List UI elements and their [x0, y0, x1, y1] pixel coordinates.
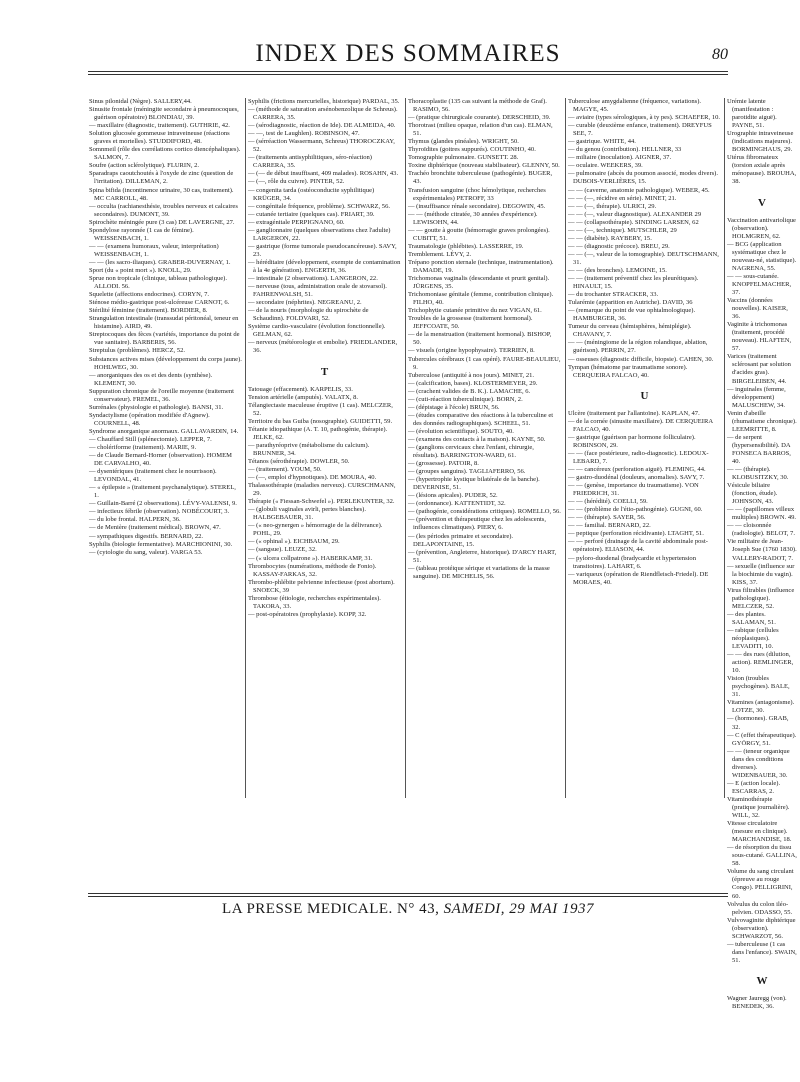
- index-entry: — — cloisonnée (radiologie). BELOT, 7.: [727, 522, 795, 538]
- index-entry: Surrénales (physiologie et pathologie). BANSI, 31.: [89, 403, 224, 411]
- index-entry: Vitamines (antagonisme). LOTZE, 30.: [727, 699, 795, 715]
- index-entry: — inguinales (femme, développement) MALUSCHEW, 34.: [727, 385, 786, 409]
- index-entry: — — (les sacro-iliaques). GRABER-DUVERNAY, 1.: [89, 258, 231, 266]
- index-entry: — (— de début insuffisant, 409 malades). ROSAHN, 43.: [248, 170, 399, 178]
- index-entry: — (hormones). GRAB, 32.: [727, 715, 789, 731]
- index-entry: Sparadraps caoutchoutés à l'oxyde de zinc (question de l'irritation). DILLEMAN, 2.: [89, 170, 234, 186]
- index-entry: — — cancéreux (perforation aiguë). FLEMING, 44.: [568, 466, 706, 474]
- index-entry: Spondylose rayonnée (1 cas de fémine). WEISSENBACH, 1.: [89, 226, 194, 242]
- index-entry: — occulta (rachianesthésie, troubles nerveux et calcaires secondaires). DUMONT, 39.: [89, 202, 238, 218]
- index-entry: Somnmeil (rôle des corrélations cortico diencéphaliques). SALMON, 7.: [89, 146, 241, 162]
- index-entry: Trichophytie cutanée primitive du nez VIGAN, 61.: [408, 307, 542, 315]
- index-entry: Vaginite à trichomonas (traitement, procédé nouveau). HLAFTEN, 57.: [727, 321, 792, 353]
- index-entry: Thrombose (étiologie, recherches expérimentales). TAKORA, 33.: [248, 594, 381, 610]
- section-letter: T: [320, 365, 329, 378]
- index-entry: — (méthode de saturation arsénobenzolique de Schreus). CARRERA, 35.: [248, 106, 398, 122]
- index-entry: Thrombocytes (numérations, méthode de Fonio). KASSAY-FARKAS, 32.: [248, 562, 377, 578]
- index-entry: — oculaire. WEEKERS, 39.: [568, 162, 643, 170]
- index-entry: Strangulation intestinale (transsudat péritonéal, teneur en histamine). AIRD, 49.: [89, 315, 239, 331]
- index-entry: Vaccins (données nouvelles). KAISER, 36.: [727, 297, 788, 321]
- index-entry: Tuberculose amygdalienne (fréquence, variations). MAGYE, 45.: [568, 98, 702, 114]
- index-entry: — (prévention et thérapeutique chez les adolescents, influences climatiques). PIERY, 6.: [408, 516, 546, 532]
- index-column-5: [727, 98, 797, 1011]
- index-entry: Tularémie (apparition en Autriche). DAVID, 36: [568, 299, 693, 307]
- index-entry: — (« neo-gynergen » hémorragie de la délivrance). POHL, 29.: [248, 522, 383, 538]
- index-entry: Trichomonas vaginalis (descendante et prurit genital). JÜRGENS, 35.: [408, 275, 550, 291]
- index-entry: — héréditaire (développement, exempte de contamination à la 4e génération). ENGERTH, 36.: [248, 258, 401, 274]
- index-entry: Vitaminothérapie (pratique journalière). WILL, 32.: [727, 795, 790, 820]
- index-entry: — sympathiques digestifs. BERNARD, 22.: [89, 532, 204, 540]
- index-entry: — (lésions apicales). PUDER, 52.: [408, 492, 498, 500]
- index-entry: Sport (du « point mort »). KNOLL, 29.: [89, 266, 192, 274]
- index-entry: — de la nouris (morphologie du spirochète de Schaudinn). FOLDVARI, 52.: [248, 307, 369, 323]
- index-entry: — dysentériques (traitement chez le nourrisson). LEVONDAL, 41.: [89, 468, 217, 484]
- index-entry: — — (méningiome de la région rolandique, ablation, guérison). PERRIN, 27.: [568, 339, 708, 355]
- index-entry: — — (—, valeur de la tomographie). DEUTSCHMANN, 31.: [568, 250, 719, 266]
- index-entry: Traumatologie (phlébites). LASSERRE, 19.: [408, 242, 524, 250]
- index-entry: Vésicule biliaire (fonction, étude). JOHNSON, 43.: [727, 482, 778, 506]
- index-entry: — (pratique chirurgicale courante). DERSCHEID, 39.: [408, 114, 551, 122]
- index-entry: Urémie latente (manifestation : parotidite aiguë). PAYNE, 51.: [727, 98, 777, 130]
- index-entry: Syphilis (biologie fermentative). MARCHIONINI, 30.: [89, 540, 233, 548]
- index-entry: Tension artérielle (amputés). VALATX, 8.: [248, 393, 359, 401]
- index-entry: — de Menière (traitement médical). BROWN, 47.: [89, 524, 221, 532]
- page-title: INDEX DES SOMMAIRES: [255, 40, 561, 67]
- index-entry: — ganglionnaire (quelques observations chez l'adulte) LARGERON, 22.: [248, 226, 391, 242]
- index-entry: — (dépistage à l'école) BRUN, 56.: [408, 403, 500, 411]
- index-entry: Wagner Jauregg (von). BENEDEK, 36.: [727, 994, 787, 1011]
- index-entry: — (cuti-réaction tuberculinique). BORN, 2.: [408, 395, 523, 403]
- index-entry: — — (thérapie). KLOBUSITZKY, 30.: [727, 466, 789, 482]
- page-footer: [88, 893, 728, 933]
- index-entry: Stérilité féminine (traitement). BORDIER, 8.: [89, 307, 208, 315]
- index-entry: Trachéo bronchite tuberculeuse (pathogénie). BUGER, 43.: [408, 170, 553, 186]
- index-entry: Territoire du bas Guiba (nosographie). GUIDETTI, 59.: [248, 417, 393, 425]
- index-entry: — des plantes. SALAMAN, 51.: [727, 610, 776, 626]
- index-entry: — intestinale (2 observations). LANGERON, 22.: [248, 275, 378, 283]
- index-entry: — (crachent valides de B. K.). LAMACHE, 6.: [408, 387, 531, 395]
- index-entry: — — sous-cutanée. KNOPFELMACHER, 37.: [727, 272, 792, 296]
- index-entry: — — (méthode citratée, 30 années d'expérience). LEWISOHN, 44.: [408, 210, 538, 226]
- index-entry: — du lobe frontal. HALPERN, 36.: [89, 516, 181, 524]
- index-entry: Urographie intraveineuse (indications majeures). BORMINGHAUS, 29.: [727, 130, 794, 154]
- index-entry: — (sérréaction Wassermann, Schreus) THOROCZKAY, 52.: [248, 138, 395, 154]
- index-entry: — maxillaire (diagnostic, traitement). GUTHRIE, 42.: [89, 122, 230, 130]
- index-entry: — de serpent (hypersensibilité). DA FONSECA BARROS, 40.: [727, 433, 791, 465]
- index-entry: — (cytologie du sang, valeur). VARGA 53.: [89, 548, 203, 556]
- index-column-4: [568, 98, 721, 798]
- index-entry: — (examens des contacts à la maison). KAYNE, 50.: [408, 435, 546, 443]
- index-entry: Système cardio-vasculaire (évolution fonctionnelle). GELMAN, 62.: [248, 323, 386, 339]
- index-entry: Sprue non tropicale (clinique, tableau pathologique). ALLODI. 56.: [89, 275, 227, 291]
- index-entry: — — goutte à goutte (hémorragie graves prolongées). CUBITT, 51.: [408, 226, 550, 242]
- index-entry: — (hypertrophie kystique bilatérale de la banche). DEVERNISE, 51.: [408, 476, 540, 492]
- index-entry: Spirochète méningée pure (3 cas) DE LAVERGNE, 27.: [89, 218, 235, 226]
- index-entry: Tuberculose (antiquité à nos jours). MINET, 21.: [408, 371, 535, 379]
- index-entry: Thoracoplastie (135 cas suivant la méthode de Graf). RASIMO, 56.: [408, 98, 547, 114]
- index-entry: — (traitement). YOUM, 50.: [248, 466, 322, 474]
- index-entry: — pyloro-duodenal (bradycardie et hypertension transitoires). LAHART, 6.: [568, 554, 696, 570]
- index-entry: — BCG (application systématique chez le nouveau-né, statistique). NAGRENA, 55.: [727, 240, 797, 272]
- index-entry: Virus filtrables (influence pathologique). MELCZER, 52.: [727, 586, 795, 610]
- index-entry: Syndrome anorganique anormaux. GALLAVARDIN, 14.: [89, 427, 239, 435]
- index-entry: — aviaire (types sérologiques, à ty pes). SCHAEFER, 10.: [568, 114, 721, 122]
- index-entry: — (remarque du point de vue ophtalmologique). HAMBURGER, 36.: [568, 307, 696, 323]
- index-entry: — tuberculeuse (1 cas dans l'enfance). SWAIN, 51.: [727, 940, 797, 964]
- index-entry: Vitesse circulatoire (mesure en clinique). MARCHANDISE, 18.: [727, 820, 792, 844]
- index-entry: — — (teneur organique dans des conditions diverses). WIDENBAUER, 30.: [727, 747, 790, 779]
- index-entry: — (calcification, bases). KLOSTERMEYER, 29.: [408, 379, 538, 387]
- index-entry: — (évolution scientifique). SOUTO, 40.: [408, 427, 514, 435]
- index-entry: — (globuli vaginales avirli, pertes blanches). HALBGEBAUER, 31.: [248, 506, 366, 522]
- index-entry: Spina bifida (incontinence urinaire, 30 cas, traitement). MC CARROLL, 48.: [89, 186, 234, 202]
- index-column-3: [408, 98, 561, 798]
- index-entry: — (ordonnance). KATTENTIDT, 32.: [408, 500, 506, 508]
- index-entry: Thymus (glandes pinéales). WRIGHT, 50.: [408, 138, 519, 146]
- index-entry: — — (face postérieure, radio-diagnostic). LEDOUX-LEBARD, 7.: [568, 449, 709, 465]
- index-entry: — pulmonaire (abcès du poumon associé, modes divers). DUBOIS-VERLIÈRES, 15.: [568, 170, 718, 186]
- index-entry: — — (—, valeur diagnostique). ALEXANDER 29: [568, 210, 702, 218]
- index-entry: Volume du sang circulant (épreuve au rouge Congo). PELLIGRINI, 60.: [727, 868, 794, 900]
- index-entry: Tétanie idiopathique (A. T. 10, pathogénie, thérapie). JELKE, 62.: [248, 425, 388, 441]
- index-entry: — (traitements antisyphilitiques, séro-réaction) CARRERA, 35.: [248, 154, 372, 170]
- index-entry: Thyroïdites (goitres suppurés). COUTINHO, 40.: [408, 146, 536, 154]
- index-entry: — (prévention, Angleterre, historique). D'ARCY HART, 51.: [408, 548, 557, 564]
- issue-date: SAMEDI, 29 MAI 1937: [443, 901, 594, 917]
- index-entry: Volvulus du colon iléo-pelvien. ODASSO, 55.: [727, 900, 793, 916]
- index-entry: — rabique (cellules néoplasiques). LEVADITI, 10.: [727, 626, 779, 651]
- index-entry: Tétanos (sérothérapie). DOWLER, 50.: [248, 457, 350, 465]
- index-entry: Solution glucosée gommeuse intraveineuse (réactions graves et mortelles). STUDDIFORD, 48.: [89, 130, 230, 146]
- index-entry: — miliaire (inoculation). AIGNER, 37.: [568, 154, 672, 162]
- section-letter: U: [640, 389, 649, 402]
- index-entry: — cholériforme (traitement). MARIE, 9.: [89, 444, 197, 452]
- column-divider: [245, 98, 246, 798]
- index-entry: — visuels (origine hypophysaire). TERRIEN, 8.: [408, 347, 535, 355]
- index-entry: — parathyréoprive (métabolisme du calcium). BRUNNER, 34.: [248, 441, 370, 457]
- index-entry: — E (action locale). ESCARRAS, 2.: [727, 779, 781, 795]
- index-entry: — (ganglions cervicaux chez l'enfant, chirurgie, résultats). BARRINGTON-WARD, 61.: [408, 444, 534, 460]
- index-entry: Utérus fibromateux (torsion axiale après ménopause). BROUHA, 38.: [727, 154, 797, 186]
- index-entry: — gastrique (guérison par hormone folliculaire). ROBINSON, 29.: [568, 433, 696, 449]
- index-entry: Syndactylisme (opération modifiée d'Agnew). COURNELL, 48.: [89, 411, 210, 427]
- index-entry: — du genou (contribution). HELLNER, 33: [568, 146, 682, 154]
- index-entry: — —, test de Laughlen). ROBINSON, 47.: [248, 130, 360, 138]
- index-entry: — gastro-duodénal (douleurs, anomalies). SAVY, 7.: [568, 474, 705, 482]
- column-divider: [405, 98, 406, 798]
- index-entry: Tomographie pulmonaire. GUNSETT. 28.: [408, 154, 519, 162]
- footer-text: [88, 901, 728, 918]
- index-entry: Transfusion sanguine (choc hémolytique, recherches expérimentales) PETROFF, 33: [408, 186, 546, 202]
- index-entry: — — (—, récidive en série). MINET, 21.: [568, 194, 677, 202]
- index-entry: — gastrique. WHITE, 44.: [568, 138, 636, 146]
- index-entry: — — (problème de l'étio-pathogénie). GUGNI, 60.: [568, 506, 703, 514]
- index-entry: Varices (traitement sclérosant par solution d'acides gras). BIRGELEIBEN, 44.: [727, 353, 791, 385]
- index-entry: Vie militaire de Jean-Joseph Sue (1760 1830). VALLERY-RADOT, 7.: [727, 538, 797, 562]
- section-letter: V: [758, 196, 766, 209]
- index-entry: — gastrique (forme tumorale pseudocancéreuse). SAVY, 23.: [248, 242, 397, 258]
- index-entry: — — (—, technique). MUTSCHLER, 29: [568, 226, 677, 234]
- index-entry: — osseuses (diagnostic difficile, biopsie). CAHEN, 30.: [568, 355, 714, 363]
- journal-name: LA PRESSE MEDICALE.: [222, 901, 393, 917]
- index-entry: — — (papillomes villeux multiples) BROWN. 49.: [727, 506, 797, 522]
- index-entry: — cutanée tertiaire (quelques cas). FRIART, 39.: [248, 210, 375, 218]
- index-entry: — — (traitement préventif chez les pleurétiques). HINAULT, 15.: [568, 275, 699, 291]
- index-entry: — anorganiques des os et des dents (synthèse). KLEMENT, 30.: [89, 371, 213, 387]
- index-entry: Tumeur du cerveau (hémisphères, hémiplégie). CHAVANY, 7.: [568, 323, 692, 339]
- index-entry: — — perforé (drainage de la cavité abdominale post-opératoire). ELIASON, 44.: [568, 538, 708, 554]
- index-entry: — C (effet thérapeutique). GYÖRGY, 51.: [727, 731, 797, 747]
- index-entry: — de Claude Bernard-Horner (observation). HOMEM DE CARVALHO, 40.: [89, 452, 232, 468]
- index-entry: — — (hérédité). COELLI, 59.: [568, 498, 648, 506]
- index-entry: Sténose médio-gastrique post-ulcéreuse CARNOT, 6.: [89, 299, 230, 307]
- index-entry: — (« ophinal »). EICHBAUM, 29.: [248, 538, 340, 546]
- index-entry: Streptocoques des fèces (variétés, importance du point de vue sanitaire). BARBERIS, 56.: [89, 331, 240, 347]
- index-entry: — de la menstruation (traitement hormonal). BISHOP, 50.: [408, 331, 552, 347]
- index-entry: Suppuration chronique de l'oreille moyenne (traitement conservateur). FREMEL, 36.: [89, 387, 234, 403]
- footer-rule: [88, 893, 728, 894]
- index-entry: Tremblement. LÉVY, 2.: [408, 250, 472, 258]
- index-entry: — sexuelle (influence sur la biochimie du vagin). KISS, 37.: [727, 562, 795, 586]
- index-entry: Télangiectasie maculeuse éruptive (1 cas). MELCZER, 52.: [248, 401, 393, 417]
- section-letter: W: [756, 974, 768, 987]
- index-entry: — curable (deuxième enfance, traitement). DREYFUS SEE, 7.: [568, 122, 712, 138]
- index-entry: — — (collapsothérapie). SINDING LARSEN, 62: [568, 218, 699, 226]
- index-entry: — (« ulcera collpatrone »). HABERKAMP, 31.: [248, 554, 373, 562]
- index-entry: — — (genèse, importance du traumatisme). VON FRIEDRICH, 31.: [568, 482, 699, 498]
- page-number: 80: [712, 46, 728, 63]
- index-entry: — (les périodes primaire et secondaire). DELAPONTAINE, 15.: [408, 532, 514, 548]
- index-entry: — Guillain-Barré (2 observations). LÉVY-VALENSI, 9.: [89, 500, 237, 508]
- index-entry: — — (—, thérapie). ULRICI, 29.: [568, 202, 657, 210]
- index-entry: — (sérodiagnostic, réaction de Ide). DE ALMEIDA, 40.: [248, 122, 396, 130]
- index-entry: — (tableau protéique sérique et variations de la masse sanguine). DE MICHELIS, 56.: [408, 564, 550, 580]
- index-entry: — — des rues (dilution, action). REMLINGER, 10.: [727, 651, 794, 675]
- index-entry: Streptulus (problèmes). HERCZ, 52.: [89, 347, 186, 355]
- index-entry: — — (examens humoraux, valeur, interprétation) WEISSENBACH, 1.: [89, 242, 219, 258]
- index-column-2: [248, 98, 401, 798]
- index-entry: — congenita tarda (ostéoconducite syphilitique) KRÜGER, 34.: [248, 186, 375, 202]
- index-entry: — (pathogénie, considérations critiques). ROMELLO, 56.: [408, 508, 561, 516]
- index-entry: — congénitale fréquence, problème). SCHWARZ, 56.: [248, 202, 390, 210]
- index-entry: Tympan (hématome par traumatisme sonore). CERQUEIRA FALCAO, 40.: [568, 363, 688, 379]
- index-entry: — — (des bronches). LEMOINE, 15.: [568, 266, 667, 274]
- index-entry: — de la cornée (sinusite maxillaire). DE CERQUEIRA FALCAO, 40.: [568, 417, 713, 433]
- index-entry: Toxine diphtérique (nouveau stabilisateur). GLENNY, 50.: [408, 162, 560, 170]
- index-entry: Tubercules cérébraux (1 cas opéré). FAURE-BEAULIEU, 9.: [408, 355, 561, 371]
- index-entry: Syphilis (frictions mercurielles, historique) PARDAL, 35.: [248, 98, 400, 105]
- index-entry: — post-opératoires (prophylaxie). KOPP, 32.: [248, 610, 367, 618]
- index-entry: Tatouage (effacement). KARPELIS, 33.: [248, 385, 353, 393]
- index-entry: Thérapie (« Fiessan-Schwefel »). PERLEKUNTER, 32.: [248, 498, 395, 506]
- index-entry: Trichomoniase génitale (femme, contribution clinique). FILHO, 40.: [408, 291, 554, 307]
- issue-number: N° 43,: [397, 901, 440, 917]
- index-entry: — nerveuse (tous, administration orale de stovarsol). FAHRENWALSH, 51.: [248, 283, 387, 299]
- index-entry: Vaccination antivariolique (observation). HOLMGREN, 62.: [727, 216, 796, 240]
- index-entry: — extragénitale PERPIGNANO, 60.: [248, 218, 345, 226]
- index-entry: Vision (troubles psychogènes). BALE, 31.: [727, 675, 790, 699]
- index-entry: — peptique (perforation récidivante). LTAGHT, 51.: [568, 530, 704, 538]
- index-entry: — « épilepsie » (traitement psychanalytique). STEREL, 1.: [89, 484, 236, 500]
- index-entry: Vulvovaginite diphtérique (observation). SCHWARZOT, 56.: [727, 916, 796, 940]
- header-rule-double: [88, 74, 728, 75]
- index-entry: Thrombo-phlébite pelvienne infectieuse (post abortum). SNOECK, 39: [248, 578, 395, 594]
- index-entry: — variqueux (opération de Riendfleisch-Friedel). DE MORAES, 40.: [568, 570, 709, 586]
- index-entry: Ulcère (traitement par l'allantoïne). KAPLAN, 47.: [568, 409, 700, 417]
- index-entry: — (sangsue). LEUZE, 32.: [248, 546, 317, 554]
- index-entry: Sinusite frontale (méningite secondaire à pneumocoques, guérison opératoire) BLONDIAU, 39.: [89, 106, 239, 122]
- index-entry: — (groupes sanguins). TAGLIAFERRO, 56.: [408, 468, 526, 476]
- index-entry: Trépano ponction sternale (technique, instrumentation). DAMADE, 19.: [408, 258, 554, 274]
- index-entry: — (—, emploi d'hypnotiques). DE MOURA, 40.: [248, 474, 377, 482]
- index-entry: — (insuffisance rénale secondaire). DEGOWIN, 45.: [408, 202, 546, 210]
- index-entry: — de résorption du tissu sous-cutané. GALLINA, 58.: [727, 844, 797, 868]
- index-entry: Substances actives mises (développement du corps jaune). HOHLWEG, 30.: [89, 355, 242, 371]
- index-entry: — secondaire (néphrites). NEGREANU, 2.: [248, 299, 362, 307]
- index-entry: Venin d'abeille (rhumatisme chronique). LEEMRITTE, 8.: [727, 409, 797, 433]
- index-entry: — — (diabète). RAYBERY, 15.: [568, 234, 652, 242]
- index-entry: — Chauffard Still (splénectomie). LEPPER, 7.: [89, 435, 212, 443]
- index-entry: — (grossesse). PATOIR, 8.: [408, 460, 479, 468]
- index-entry: Squelette (affections endocrines). CORYN, 7.: [89, 291, 210, 299]
- page-header: [88, 40, 728, 74]
- index-entry: — infectieux fébrile (observation). NOBÉCOURT, 3.: [89, 508, 230, 516]
- index-entry: — — (thérapie). SAYER, 56.: [568, 514, 646, 522]
- index-entry: Troubles de la grossesse (traitement hormonal). JEFFCOATE, 50.: [408, 315, 533, 331]
- index-entry: — nerveux (météorologie et embolie). FRIEDLANDER, 36.: [248, 339, 398, 355]
- column-divider: [565, 98, 566, 798]
- footer-rule-double: [88, 896, 728, 897]
- index-entry: Sinus pilonidal (Nègre). SALLERY,44.: [89, 98, 192, 105]
- index-entry: Thalassothérapie (maladies nerveux). CURSCHMANN, 29.: [248, 482, 396, 498]
- index-entry: — — (diagnostic précoce). BREU, 29.: [568, 242, 670, 250]
- index-entry: — du trochanter STRACKER, 33.: [568, 291, 659, 299]
- column-divider: [724, 98, 725, 798]
- index-entry: — — familial. BERNARD, 22.: [568, 522, 651, 530]
- header-rule: [88, 71, 728, 72]
- index-entry: Soufre (action sclérolytique). FLURIN, 2.: [89, 162, 199, 170]
- index-entry: Thorotrast (milieu opaque, relation d'un cas). ELMAN, 51.: [408, 122, 553, 138]
- index-entry: — (études comparative des réactions à la tuberculine et des données radiographiques). SCHEEL, 51.: [408, 411, 554, 427]
- index-entry: — — (caverne, anatomie pathologique). WEBER, 45.: [568, 186, 710, 194]
- index-entry: — (—, rôle du cuivre). PINTER, 52.: [248, 178, 345, 186]
- index-column-1: [89, 98, 242, 798]
